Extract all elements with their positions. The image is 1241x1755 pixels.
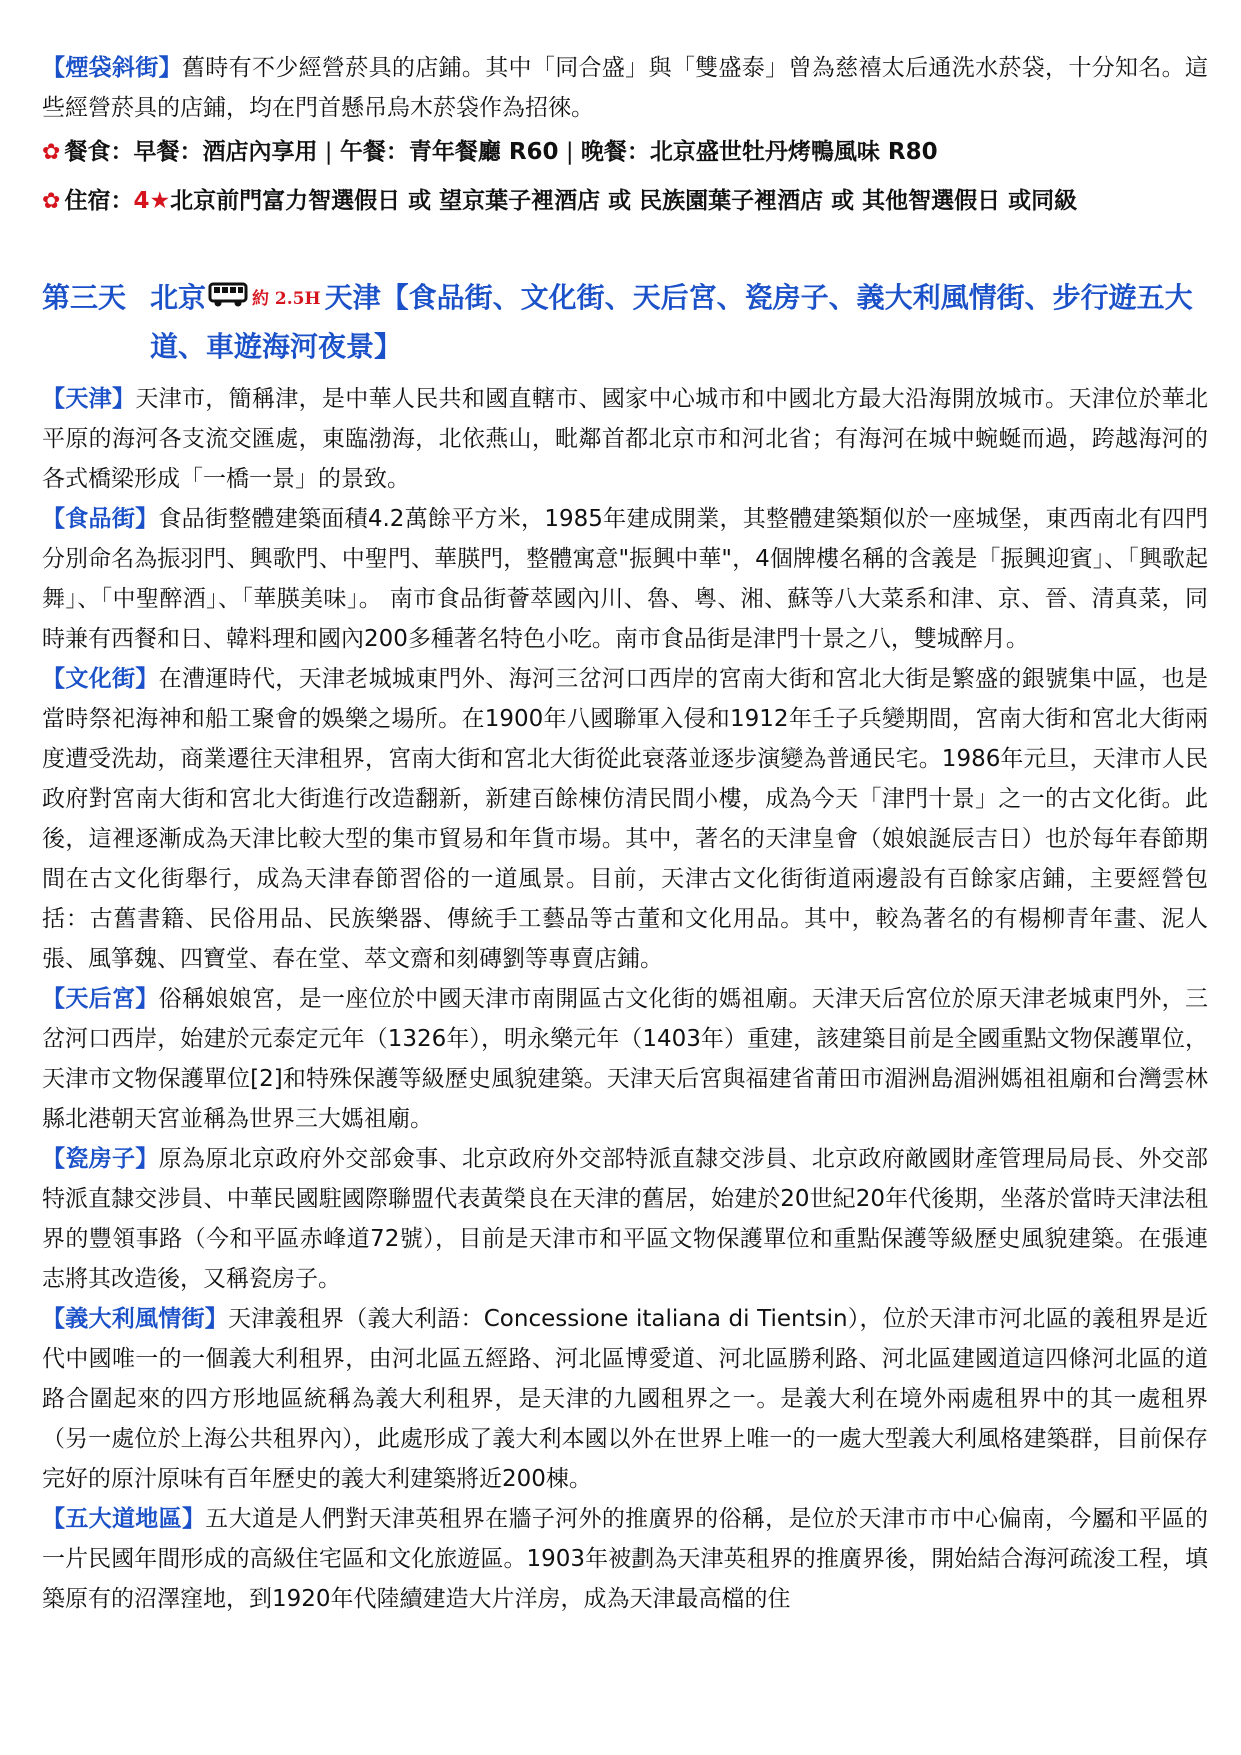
day-title: 天津【食品街、文化街、天后宮、瓷房子、義大利風情街、步行遊五大道、車遊海河夜景】 [150, 281, 1193, 363]
section-key: 【煙袋斜街】 [42, 55, 182, 81]
section-text: 原為原北京政府外交部僉事、北京政府外交部特派直隸交涉員、北京政府敵國財產管理局局長、外交部特派直隸交涉員、中華民國駐國際聯盟代表黃榮良在天津的舊居，始建於20世紀20年代後期，坐落於當時天津法租界的豐領事路（今和平區赤峰道72號），目前是天津市和平區文物保護單位和重點保護等級歷史風貌建築。在張連志將其改造後，又稱瓷房子。 [42, 1146, 1209, 1292]
section-key: 【食品街】 [42, 506, 159, 532]
flower-icon: ✿ [42, 189, 61, 214]
itinerary-page [42, 48, 1208, 1619]
section-paragraph [42, 1139, 1208, 1299]
section-text: 舊時有不少經營菸具的店鋪。其中「同合盛」與「雙盛泰」曾為慈禧太后通洗水菸袋，十分知名。這些經營菸具的店鋪，均在門首懸吊烏木菸袋作為招徠。 [42, 55, 1209, 121]
meals-dinner: 晚餐：北京盛世牡丹烤鴨風味 R80 [580, 139, 938, 165]
meals-line [42, 132, 1208, 173]
section-text: 天津義租界（義大利語：Concessione italiana di Tientsin），位於天津市河北區的義租界是近代中國唯一的一個義大利租界，由河北區五經路、河北區博愛道、河北區勝利路、河北區建國道這四條河北區的道路合圍起來的四方形地區統稱為義大利租界，是天津的九國租界之一。是義大利在境外兩處租界中的其一處租界（另一處位於上海公共租界內），此處形成了義大利本國以外在世界上唯一的一處大型義大利風格建築群，目前保存完好的原汁原味有百年歷史的義大利建築將近200棟。 [42, 1306, 1209, 1492]
meals-lunch: 午餐：青年餐廳 R60 [339, 139, 559, 165]
section-text: 天津市，簡稱津，是中華人民共和國直轄市、國家中心城市和中國北方最大沿海開放城市。天津位於華北平原的海河各支流交匯處，東臨渤海，北依燕山，毗鄰首都北京市和河北省；有海河在城中蜿蜒而過，跨越海河的各式橋梁形成「一橋一景」的景致。 [42, 386, 1209, 492]
section-key: 【天津】 [42, 386, 136, 412]
lodging-label: 住宿： [64, 188, 134, 214]
section-key: 【義大利風情街】 [42, 1306, 228, 1332]
section-key: 【天后宮】 [42, 986, 159, 1012]
flower-icon: ✿ [42, 140, 61, 165]
day-label: 第三天 [42, 281, 127, 314]
meals-label: 餐食： [64, 139, 134, 165]
day-heading [42, 274, 1208, 371]
meals-separator: | [317, 139, 340, 165]
sections-list [42, 379, 1208, 1619]
section-text: 在漕運時代，天津老城城東門外、海河三岔河口西岸的宮南大街和宮北大街是繁盛的銀號集中區，也是當時祭祀海神和船工聚會的娛樂之場所。在1900年八國聯軍入侵和1912年壬子兵變期間，宮南大街和宮北大街兩度遭受洗劫，商業遷往天津租界，宮南大街和宮北大街從此衰落並逐步演變為普通民宅。1986年元旦，天津市人民政府對宮南大街和宮北大街進行改造翻新，新建百餘棟仿清民間小樓，成為今天「津門十景」之一的古文化街。此後，這裡逐漸成為天津比較大型的集市貿易和年貨市場。其中，著名的天津皇會（娘娘誕辰吉日）也於每年春節期間在古文化街舉行，成為天津春節習俗的一道風景。目前，天津古文化街街道兩邊設有百餘家店鋪，主要經營包括：古舊書籍、民俗用品、民族樂器、傳統手工藝品等古董和文化用品。其中，較為著名的有楊柳青年畫、泥人張、風箏魏、四寶堂、春在堂、萃文齋和刻磚劉等專賣店鋪。 [42, 666, 1209, 972]
meals-separator: | [558, 139, 581, 165]
travel-duration: 約 2.5H [252, 289, 321, 309]
section-text: 俗稱娘娘宮，是一座位於中國天津市南開區古文化街的媽祖廟。天津天后宮位於原天津老城東門外，三岔河口西岸，始建於元泰定元年（1326年），明永樂元年（1403年）重建，該建築目前是全國重點文物保護單位，天津市文物保護單位[2]和特殊保護等級歷史風貌建築。天津天后宮與福建省莆田市湄洲島湄洲媽祖祖廟和台灣雲林縣北港朝天宮並稱為世界三大媽祖廟。 [42, 986, 1209, 1132]
day-title-block [150, 274, 1208, 371]
section-paragraph [42, 659, 1208, 979]
star-rating: 4★ [133, 188, 171, 214]
section-key: 【文化街】 [42, 666, 159, 692]
section-paragraph [42, 979, 1208, 1139]
intro-paragraph [42, 48, 1208, 128]
section-paragraph [42, 499, 1208, 659]
section-text: 食品街整體建築面積4.2萬餘平方米，1985年建成開業，其整體建築類似於一座城堡，東西南北有四門分別命名為振羽門、興歌門、中聖門、華朠門，整體寓意"振興中華"，4個牌樓名稱的含義是「振興迎賓」、「興歌起舞」、「中聖醉酒」、「華朠美味」。 南市食品街薈萃國內川、魯、粵、湘、蘇等八大菜系和津、京、晉、清真菜，同時兼有西餐和日、韓料理和國內200多種著名特色小吃。南市食品街是津門十景之八，雙城醉月。 [42, 506, 1208, 652]
lodging-line [42, 181, 1208, 222]
meals-breakfast: 早餐：酒店內享用 [133, 139, 318, 165]
day-origin: 北京 [150, 281, 207, 314]
section-key: 【五大道地區】 [42, 1506, 206, 1532]
section-paragraph [42, 379, 1208, 499]
section-paragraph [42, 1299, 1208, 1499]
lodging-text: 北京前門富力智選假日 或 望京葉子裡酒店 或 民族園葉子裡酒店 或 其他智選假日 或同級 [170, 188, 1078, 214]
section-key: 【瓷房子】 [42, 1146, 159, 1172]
bus-icon [208, 275, 248, 323]
section-text: 五大道是人們對天津英租界在牆子河外的推廣界的俗稱，是位於天津市市中心偏南，今屬和平區的一片民國年間形成的高級住宅區和文化旅遊區。1903年被劃為天津英租界的推廣界後，開始結合海河疏浚工程，填築原有的沼澤窪地，到1920年代陸續建造大片洋房，成為天津最高檔的住 [42, 1506, 1209, 1612]
section-paragraph [42, 1499, 1208, 1619]
